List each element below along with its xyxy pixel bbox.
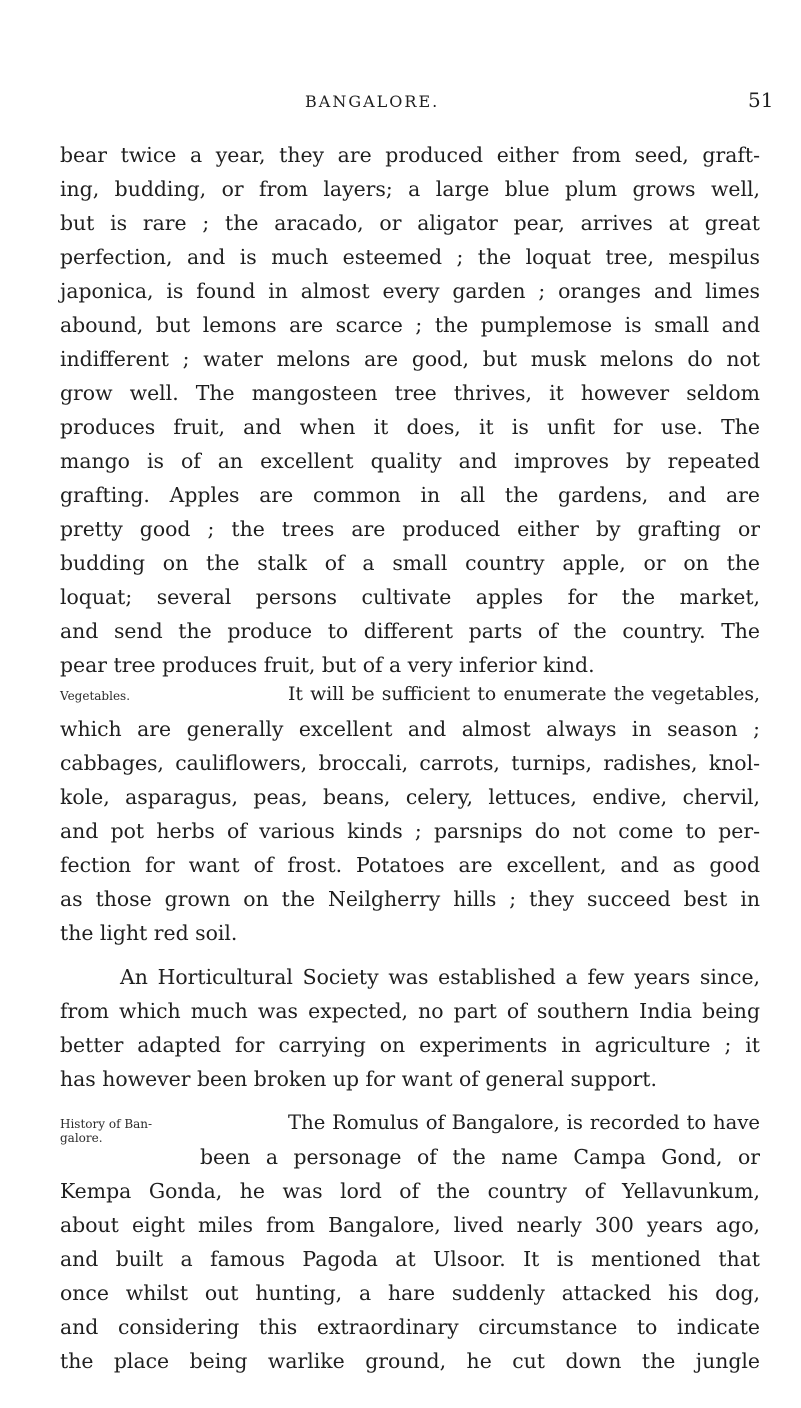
text-line: perfection, and is much esteemed ; the loquat tree, mespilus: [60, 245, 760, 269]
text-line: about eight miles from Bangalore, lived nearly 300 years ago,: [60, 1213, 760, 1237]
text-line: and considering this extraordinary circumstance to indicate: [60, 1315, 760, 1339]
text-line: grow well. The mangosteen tree thrives, it however seldom: [60, 381, 760, 405]
text-line: and pot herbs of various kinds ; parsnips do not come to per-: [60, 819, 760, 843]
text-line: budding on the stalk of a small country apple, or on the: [60, 551, 760, 575]
text-line: better adapted for carrying on experiments in agriculture ; it: [60, 1033, 760, 1057]
text-line: loquat; several persons cultivate apples for the market,: [60, 585, 760, 609]
text-line: but is rare ; the aracado, or aligator pear, arrives at great: [60, 211, 760, 235]
page-number: 51: [748, 88, 774, 112]
text-line: The Romulus of Bangalore, is recorded to have: [288, 1111, 760, 1134]
marginal-line: History of Ban-: [60, 1117, 153, 1131]
text-line: ing, budding, or from layers; a large blue plum grows well,: [60, 177, 760, 201]
text-line: and send the produce to different parts of the country. The: [60, 619, 760, 643]
running-head: BANGALORE.: [305, 92, 440, 111]
text-line: grafting. Apples are common in all the gardens, and are: [60, 483, 760, 507]
text-line: bear twice a year, they are produced either from seed, graft-: [60, 143, 760, 167]
text-line: kole, asparagus, peas, beans, celery, lettuces, endive, chervil,: [60, 785, 760, 809]
text-line: has however been broken up for want of general support.: [60, 1067, 657, 1091]
text-line: It will be sufficient to enumerate the vegetables,: [288, 684, 760, 705]
text-line: and built a famous Pagoda at Ulsoor. It is mentioned that: [60, 1247, 760, 1271]
marginal-note-vegetables: Vegetables.: [60, 689, 131, 703]
paragraph-history: [60, 1106, 760, 1378]
text-line: Kempa Gonda, he was lord of the country of Yellavunkum,: [60, 1179, 760, 1203]
page-header: [0, 88, 801, 122]
text-line: which are generally excellent and almost always in season ;: [60, 717, 760, 741]
paragraph-fruits: [60, 138, 760, 682]
text-line: once whilst out hunting, a hare suddenly attacked his dog,: [60, 1281, 760, 1305]
text-line: cabbages, cauliflowers, broccali, carrots, turnips, radishes, knol-: [60, 751, 760, 775]
text-line: the place being warlike ground, he cut down the jungle: [60, 1349, 760, 1373]
text-line: fection for want of frost. Potatoes are excellent, and as good: [60, 853, 760, 877]
text-line: pear tree produces fruit, but of a very inferior kind.: [60, 653, 595, 677]
text-line: been a personage of the name Campa Gond, or: [200, 1145, 760, 1169]
text-line: abound, but lemons are scarce ; the pumplemose is small and: [60, 313, 760, 337]
text-line: produces fruit, and when it does, it is unfit for use. The: [60, 415, 760, 439]
text-line: japonica, is found in almost every garden ; oranges and limes: [60, 279, 760, 303]
text-line: indifferent ; water melons are good, but musk melons do not: [60, 347, 760, 371]
text-line: as those grown on the Neilgherry hills ; they succeed best in: [60, 887, 760, 911]
text-line: pretty good ; the trees are produced either by grafting or: [60, 517, 760, 541]
marginal-line: galore.: [60, 1131, 103, 1145]
text-line: mango is of an excellent quality and improves by repeated: [60, 449, 760, 473]
text-line: from which much was expected, no part of southern India being: [60, 999, 760, 1023]
text-line: the light red soil.: [60, 921, 238, 945]
paragraph-horticultural-society: [60, 960, 760, 1096]
text-line: An Horticultural Society was established a few years since,: [120, 965, 760, 989]
paragraph-vegetables: [60, 678, 760, 950]
